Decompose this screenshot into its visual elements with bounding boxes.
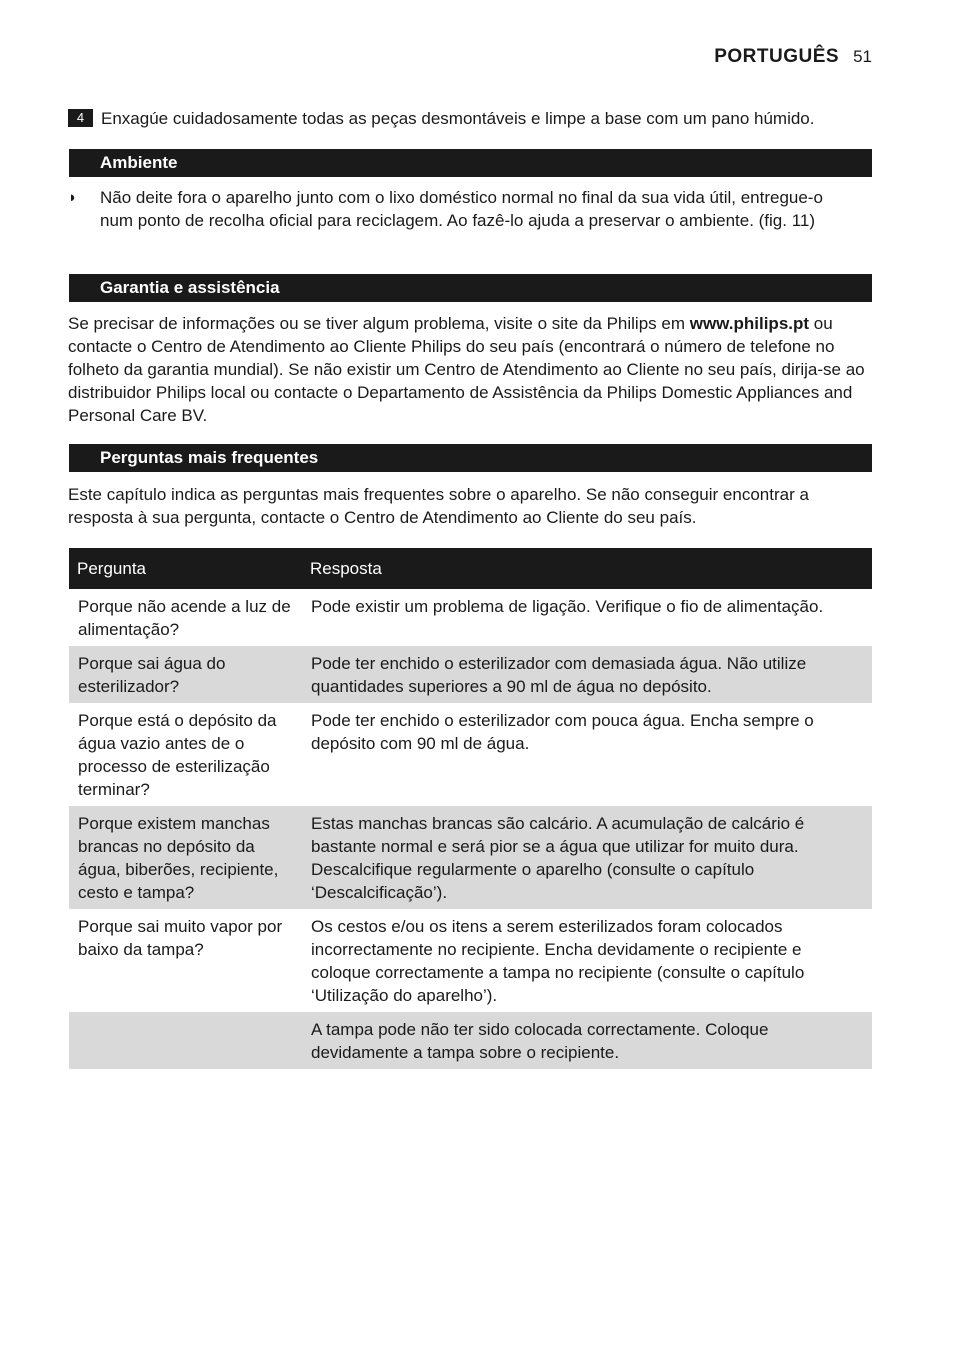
answer-cell: Os cestos e/ou os itens a serem esterilizados foram colocados incorrectamente no recipiente. Encha devidamente o recipiente e coloque correctamente a tampa no recipiente (consulte o capítulo ‘Utilização do aparelho’). — [311, 917, 805, 1005]
warranty-paragraph — [68, 312, 876, 427]
column-header-answer: Resposta — [302, 548, 872, 589]
faq-header-row — [69, 548, 872, 589]
column-header-question: Pergunta — [69, 548, 302, 589]
table-row — [69, 703, 872, 806]
step-4 — [68, 107, 873, 130]
section-title: Garantia e assistência — [100, 278, 280, 297]
section-heading-ambiente — [69, 149, 872, 177]
warranty-text-end: ou contacte o Centro de Atendimento ao Cliente Philips do seu país (encontrará o número de telefone no folheto da garantia mundial). Se não existir um Centro de Atendimento ao Cliente no seu país, dirija-se ao distribuidor Philips local ou contacte o Departamento de Assistência da Philips Domestic Appliances and Personal Care BV. — [68, 314, 865, 425]
section-heading-garantia — [69, 274, 872, 302]
table-row — [69, 1012, 872, 1069]
running-header — [714, 46, 872, 68]
question-cell: Porque sai água do esterilizador? — [69, 646, 302, 703]
triangle-bullet-icon: ◗ — [68, 189, 78, 206]
answer-cell: Estas manchas brancas são calcário. A acumulação de calcário é bastante normal e será pior se a água que utilizar for muito dura. Descalcifique regularmente o aparelho (consulte o capítulo ‘Descalcificação’). — [302, 806, 872, 909]
section-title: Perguntas mais frequentes — [100, 448, 319, 467]
bullet-item — [68, 186, 858, 232]
question-cell — [69, 1012, 302, 1069]
warranty-text-start: Se precisar de informações ou se tiver algum problema, visite o site da Philips em — [68, 314, 690, 333]
page-number: 51 — [853, 47, 872, 66]
table-row — [69, 909, 872, 1012]
table-row — [69, 589, 872, 646]
faq-intro: Este capítulo indica as perguntas mais frequentes sobre o aparelho. Se não conseguir encontrar a resposta à sua pergunta, contacte o Centro de Atendimento ao Cliente do seu país. — [68, 485, 809, 527]
table-row — [69, 806, 872, 909]
section-title: Ambiente — [100, 153, 178, 172]
language-label: PORTUGUÊS — [714, 46, 840, 67]
faq-table — [69, 548, 872, 1069]
table-row — [69, 646, 872, 703]
section-heading-faq — [69, 444, 872, 472]
answer-cell: Pode existir um problema de ligação. Verifique o fio de alimentação. — [311, 597, 824, 616]
question-cell: Porque sai muito vapor por baixo da tampa? — [78, 917, 283, 959]
question-cell: Porque existem manchas brancas no depósito da água, biberões, recipiente, cesto e tampa? — [69, 806, 302, 909]
step-number-badge: 4 — [68, 109, 93, 127]
bullet-text: Não deite fora o aparelho junto com o lixo doméstico normal no final da sua vida útil, entregue-o num ponto de recolha oficial para reciclagem. Ao fazê-lo ajuda a preservar o ambiente. (fig. 11) — [100, 188, 823, 230]
answer-cell: A tampa pode não ter sido colocada correctamente. Coloque devidamente a tampa sobre o recipiente. — [302, 1012, 872, 1069]
question-cell: Porque está o depósito da água vazio antes de o processo de esterilização terminar? — [78, 711, 277, 799]
question-cell: Porque não acende a luz de alimentação? — [78, 597, 291, 639]
answer-cell: Pode ter enchido o esterilizador com demasiada água. Não utilize quantidades superiores a 90 ml de água no depósito. — [302, 646, 872, 703]
philips-website-link[interactable]: www.philips.pt — [689, 314, 810, 333]
step-text: Enxagúe cuidadosamente todas as peças desmontáveis e limpe a base com um pano húmido. — [101, 109, 815, 128]
answer-cell: Pode ter enchido o esterilizador com pouca água. Encha sempre o depósito com 90 ml de água. — [311, 711, 814, 753]
